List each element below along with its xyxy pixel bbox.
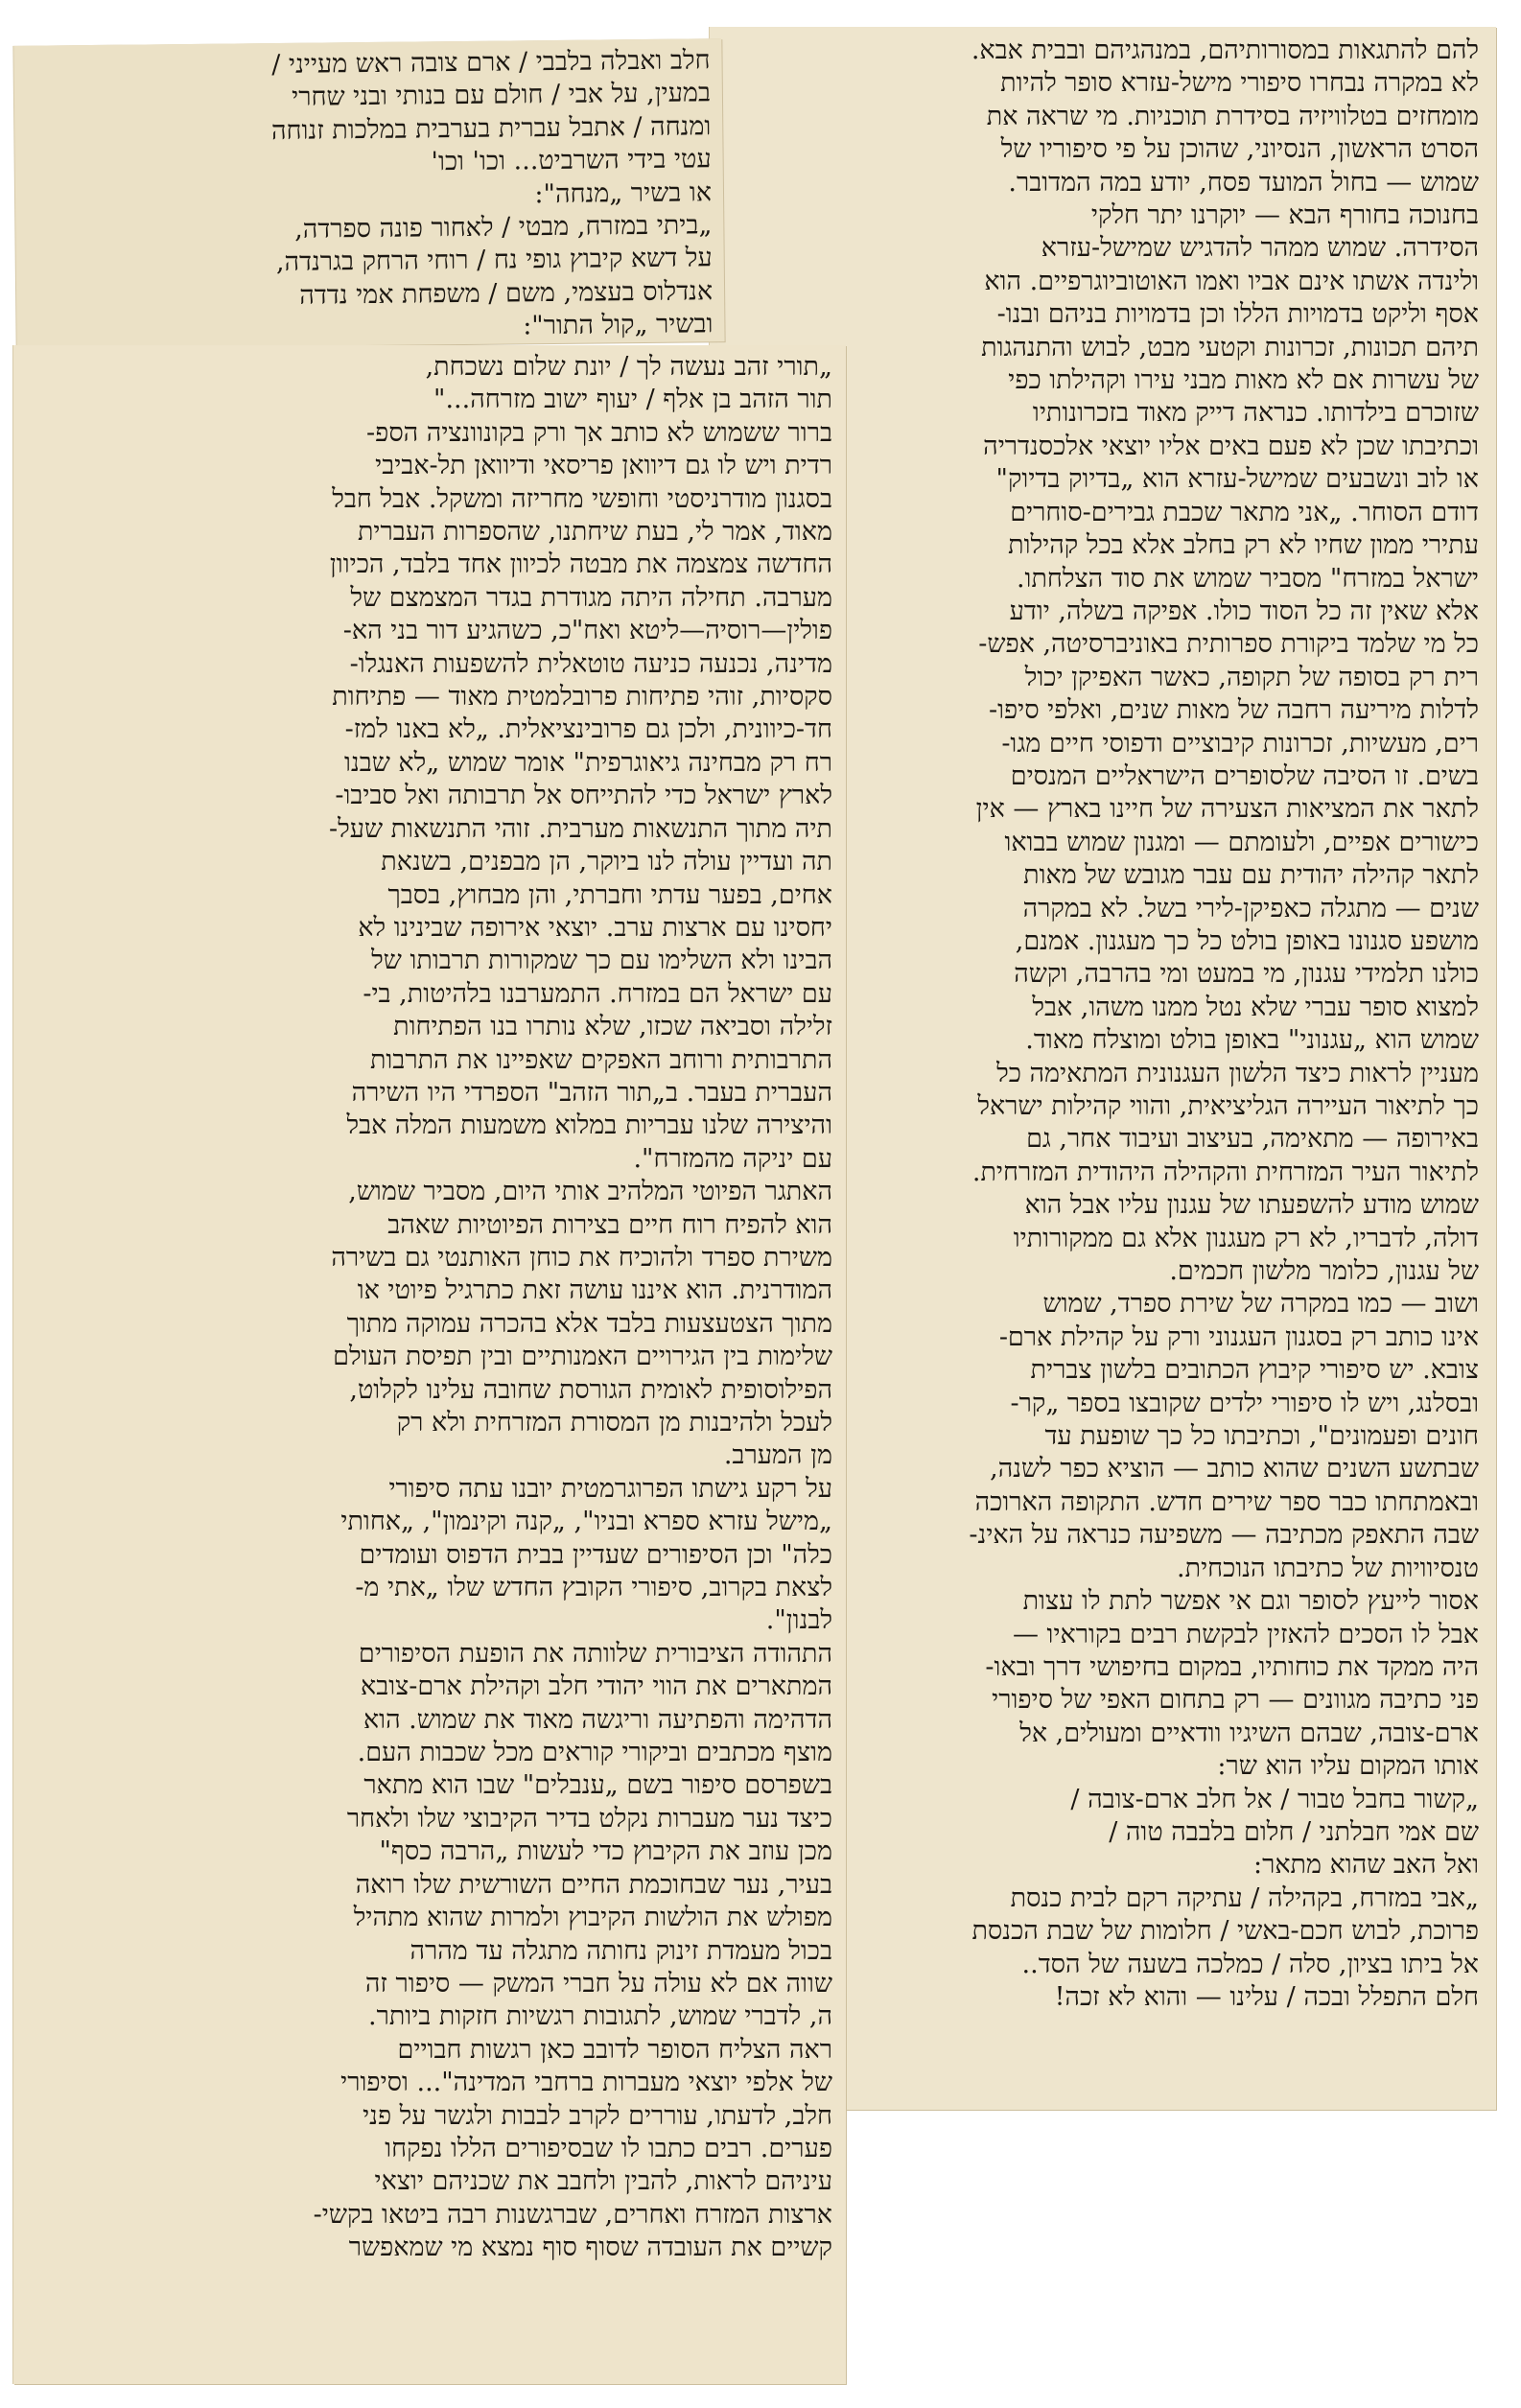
article-text-line: קשיים את העובדה שסוף סוף נמצא מי שמאפשר	[348, 2233, 832, 2263]
article-text-line: ולינדה אשתו אינם אביו ואמו האוטוביוגרפיים. הוא	[984, 266, 1479, 296]
article-text-line: „אבי במזרח, בקהילה / עתיקה רקם לבית כנסת	[1010, 1882, 1479, 1913]
article-text-line: הסרט הראשון, הנסיוני, שהוכן על פי סיפוריו של	[1000, 134, 1479, 165]
article-text-line: של עשרות אם לא מאות מבני עירו וקהילתו כפי	[1008, 365, 1479, 396]
article-text-line: שנים — מתגלה כאפיקן-לירי בשל. לא במקרה	[1022, 893, 1479, 923]
article-text-line: דולה, לדבריו, לא רק מעגנון אלא גם ממקורותיו	[1013, 1223, 1479, 1253]
article-text-line: החדשה צמצמה את מבטה לכיוון אחד בלבד, הכיוון	[329, 549, 832, 580]
article-text-line: לתיאור העיר המזרחית והקהילה היהודית המזרחית.	[971, 1157, 1479, 1187]
article-text-line: רח רק מבחינה גיאוגרפית" אומר שמוש „לא שבנו	[344, 747, 832, 778]
article-text-line: עם יניקה מהמזרח".	[633, 1143, 832, 1174]
article-text-line: שבתשע השנים שהוא כותב — הוציא כפר לשנה,	[990, 1454, 1479, 1485]
article-text-line: ראה הצליח הסופר לדובב כאן רגשות חבויים	[397, 2034, 832, 2065]
article-text-line: ובשיר „קול התור":	[523, 309, 714, 341]
article-text-line: היה ממקד את כוחותיו, במקום בחיפושי דרך ובאו-	[985, 1651, 1479, 1682]
article-text-line: תה ועדיין עולה לנו ביוקר, הן מבפנים, בשנאת	[381, 847, 832, 877]
article-text-line: ומנחה / אתבל עברית בערבית במלכות זנוחה	[270, 111, 712, 146]
article-text-line: פולין—רוסיה—ליטא ואח"כ, כשהגיע דור בני הא-	[342, 616, 832, 646]
article-text-line: אסף וליקט בדמויות הללו וכן בדמויות בניהם ובנו-	[996, 299, 1479, 330]
article-text-line: ישראל במזרח" מסביר שמוש את סוד הצלחתו.	[1016, 563, 1479, 594]
article-text-line: ה, לדברי שמוש, לתגובות רגשיות חזקות ביותר.	[368, 2001, 832, 2032]
article-text-line: כל מי שלמד ביקורת ספרותית באוניברסיטה, אפש-	[978, 629, 1479, 660]
article-text-line: ארם-צובה, שבהם השיגיו וודאיים ומעולים, אל	[1019, 1718, 1479, 1748]
article-text-line: בשפרסם סיפור בשם „ענבלים" שבו הוא מתאר	[363, 1770, 832, 1801]
article-text-line: אחים, בפער עדתי וחברתי, והן מבחוץ, בסבך	[387, 879, 832, 910]
article-text-line: להם להתגאות במסורותיהם, במנהגיהם ובבית אבא.	[971, 35, 1479, 65]
article-text-line: עתירי ממון שחיו לא רק בחלב אלא בכל קהילות	[1008, 530, 1479, 561]
article-text-line: לתאר את המציאות הצעירה של חיינו בארץ — אין	[975, 794, 1479, 825]
article-text-line: מכן עוזב את הקיבוץ כדי לעשות „הרבה כסף"	[379, 1836, 832, 1867]
article-text-line: אלא שאין זה כל הסוד כולו. אפיקה בשלה, יודע	[1009, 596, 1479, 626]
article-text-line: הפילוסופית לאומית הגורסת שחובה עלינו לקלוט,	[349, 1374, 832, 1405]
article-text-line: האתגר הפיוטי המלהיב אותי היום, מסביר שמוש,	[348, 1177, 832, 1207]
article-text-line: הדהימה והפתיעה וריגשה מאוד את שמוש. הוא	[363, 1704, 832, 1735]
article-text-line: בשים. זו הסיבה שלסופרים הישראליים המנסים	[1010, 760, 1479, 791]
article-text-line: או בשיר „מנחה":	[534, 176, 713, 209]
article-text-line: של עגנון, כלומר מלשון חכמים.	[1169, 1256, 1479, 1287]
article-text-line: שמוש הוא „עגנוני" באופן בולט ומוצלח מאוד.	[1025, 1025, 1479, 1056]
bottom-left-article-column	[29, 351, 832, 2265]
article-text-line: „מישל עזרא ספרא ובניו", „קנה וקינמון", „אחותי	[340, 1507, 832, 1537]
article-text-line: על דשא קיבוץ גופי נח / רוחי הרחק בגרנדה,	[275, 243, 713, 278]
article-text-line: מדינה, נכנעה כניעה טוטאלית להשפעות האנגלו-	[349, 648, 832, 679]
article-text-line: ובסלנג, ויש לו סיפורי ילדים שקובצו בספר „קר-	[1010, 1388, 1479, 1418]
article-text-line: אותו המקום עליו הוא שר:	[1217, 1751, 1479, 1782]
article-text-line: „קשור בחבל טבור / אל חלב ארם-צובה /	[1070, 1784, 1479, 1814]
article-text-line: לא במקרה נבחרו סיפורי מישל-עזרא סופר להיות	[1000, 68, 1479, 99]
article-text-line: ברור ששמוש לא כותב אך ורק בקונוונציה הספ-	[366, 417, 832, 448]
article-text-line: כיצד נער מעברות נקלט בדיר הקיבוצי שלו ולאחר	[346, 1803, 832, 1834]
article-text-line: רים, מעשיות, זכרונות קיבוציים ודפוסי חיים מגו-	[1001, 728, 1479, 759]
article-text-line: באירופה — מתאימה, בעיצוב ועיבוד אחר, גם	[1026, 1124, 1479, 1155]
article-text-line: שלימות בין הגירויים האמנותיים ובין תפיסת העולם	[333, 1342, 832, 1372]
article-text-line: אבל לו הסכים להאזין לבקשת רבים בקוראיו —	[1012, 1619, 1479, 1649]
article-text-line: תיה מתוך התנשאות מערבית. זוהי התנשאות שעל-	[328, 813, 832, 844]
article-text-line: עטי בידי השרביט... וכו' וכו'	[431, 144, 712, 177]
article-text-line: אנדלוס בעצמי, משם / משפחת אמי נדדה	[299, 276, 714, 311]
article-text-line: המודרנית. הוא איננו עושה זאת כתרגיל פיוטי או	[357, 1275, 832, 1306]
article-text-line: פרוכת, לבוש חכם-באשי / חלומות של שבת הכנסת	[971, 1916, 1479, 1947]
article-text-line: חלב, לדעתו, עוררים לקרב לבבות ולגשר על פני	[363, 2100, 832, 2131]
article-text-line: עיניהם לראות, להבין ולחבב את שכניהם יוצאי	[374, 2166, 832, 2197]
article-text-line: של אלפי יוצאי מעברות ברחבי המדינה"... וסיפורי	[340, 2068, 832, 2098]
article-text-line: למצוא סופר עברי שלא נטל ממנו משהו, אבל	[1032, 992, 1479, 1022]
article-text-line: שמוש מודע להשפעתו של עגנון עליו אבל הוא	[1024, 1190, 1479, 1221]
article-text-line: רית רק בסופה של תקופה, כאשר האפיקן יכול	[1024, 662, 1479, 692]
article-text-line: התרבותית ורוחב האפקים שאפיינו את התרבות	[369, 1044, 832, 1075]
article-text-line: הוא להפיח רוח חיים בצירות הפיוטיות שאהב	[387, 1209, 832, 1240]
article-text-line: חונים ופעמונים", וכתיבתו כל כך שופעת עד	[1044, 1421, 1479, 1452]
article-text-line: ובאמתחתו כבר ספר שירים חדש. התקופה הארוכה	[974, 1486, 1479, 1517]
article-text-line: סקסיות, זוהי פתיחות פרובלמטית מאוד — פתיחות	[332, 682, 832, 713]
article-text-line: לצאת בקרוב, סיפורי הקובץ החדש שלו „אתי מ-	[355, 1573, 832, 1603]
article-text-line: לעכל ולהיבנות מן המסורת המזרחית ולא רק	[396, 1408, 832, 1438]
article-text-line: מושפע סגנונו באופן בולט כל כך מעגנון. אמנם,	[1015, 925, 1479, 956]
article-text-line: הסידרה. שמוש ממהר להדגיש שמישל-עזרא	[1041, 233, 1479, 264]
article-text-line: רדית ויש לו גם דיוואן פריסאי ודיוואן תל-אביבי	[375, 451, 832, 481]
article-text-line: אינו כותב רק בסגנון העגנוני ורק על קהילת ארם-	[998, 1321, 1479, 1352]
article-text-line: בסגנון מודרניסטי וחופשי מחריזה ומשקל. אבל חבל	[332, 483, 832, 514]
article-text-line: המתארים את הווי יהודי חלב וקהילת ארם-צובא	[361, 1672, 832, 1702]
article-text-line: והיצירה שלנו עבריות במלוא משמעות המלה אבל	[346, 1110, 832, 1141]
article-text-line: שמוש — בחול המועד פסח, יודע במה המדובר.	[1008, 167, 1479, 198]
article-text-line: שזוכרם בילדותו. כנראה דייק מאוד בזכרונותיו	[1032, 398, 1479, 429]
article-text-line: מאוד, אמר לי, בעת שיחתנו, שהספרות העברית	[357, 517, 832, 548]
article-text-line: לדלות מיריעה רחבה של מאות שנים, ואלפי סיפו-	[988, 695, 1479, 726]
article-text-line: שבה התאפק מכתיבה — משפיעה כנראה על האינ-	[969, 1520, 1479, 1551]
article-text-line: במעין, על אבי / חולם עם בנותי ובני שחרי	[292, 78, 712, 113]
article-text-line: תור הזהב בן אלף / יעוף ישוב מזרחה..."	[433, 385, 832, 415]
article-text-line: ואל האב שהוא מתאר:	[1252, 1850, 1479, 1881]
article-text-line: כישורים אפיים, ולעומתם — ומגנון שמוש בבואו	[1004, 827, 1479, 857]
top-left-clipping-piece	[13, 38, 724, 349]
article-text-line: פערים. רבים כתבו לו שבסיפורים הללו נפקחו	[385, 2133, 832, 2163]
article-text-line: וכתיבתו שכן לא פעם באים אליו יוצאי אלכסנדריה	[983, 431, 1479, 461]
article-text-line: תיהם תכונות, זכרונות וקטעי מבט, לבוש והתנהגות	[981, 332, 1479, 362]
article-text-line: העברית בעבר. ב„תור הזהב" הספרדי היו השירה	[351, 1077, 832, 1108]
article-text-line: זלילה וסביאה שכזו, שלא נותרו בנו הפתיחות	[393, 1012, 832, 1042]
article-text-line: צובא. יש סיפורי קיבוץ הכתובים בלשון צברית	[1030, 1355, 1479, 1386]
article-text-line: דודם הסוחר. „אני מתאר שכבת גבירים-סוחרים	[1010, 497, 1479, 527]
article-text-line: מומחזים בטלוויזיה בסידרת תוכניות. מי שראה את	[986, 101, 1479, 131]
bottom-left-clipping-piece	[13, 345, 846, 2384]
article-text-line: מתוך הצטעצעות בלבד אלא בהכרה עמוקה מתוך	[346, 1308, 832, 1339]
article-text-line: חלב ואבלה בלבבי / ארם צובה ראש מעייני /	[271, 45, 711, 81]
article-text-line: יחסינו עם ארצות ערב. יוצאי אירופה שבינינו לא	[358, 912, 832, 943]
article-text-line: על רקע גישתו הפרוגרמטית יובנו עתה סיפורי	[388, 1473, 832, 1504]
article-text-line: מערבה. תחילה היתה מגודרת בגדר המצמצם של	[350, 582, 832, 613]
article-text-line: או לוב ונשבעים שמישל-עזרא הוא „בדיוק בדיוק"	[995, 464, 1479, 495]
top-left-article-column	[27, 44, 713, 348]
article-text-line: לבנון".	[765, 1605, 832, 1636]
article-text-line: טנסיוויות של כתיבתו הנוכחית.	[1177, 1553, 1479, 1583]
article-text-line: לתאר קהילה יהודית עם עבר מגובש של מאות	[1023, 860, 1479, 891]
article-text-line: אל ביתו בציון, סלה / כמלכה בשעה של הסד..	[1021, 1949, 1479, 1979]
article-text-line: בעיר, נער שבחוכמת החיים השורשית שלו רואה	[355, 1869, 832, 1900]
article-text-line: שם אמי חבלתני / חלום בלבבה טוה /	[1109, 1816, 1479, 1847]
article-text-line: הבינו ולא השלימו עם כך שמקורות תרבותו של	[371, 946, 832, 976]
article-text-line: כך לתיאור העיירה הגליציאית, והווי קהילות ישראל	[977, 1091, 1479, 1121]
article-text-line: כלה" וכן הסיפורים שעדיין בבית הדפוס ועומדים	[359, 1539, 832, 1570]
article-text-line: בכול מעמדת זינוק נחותה מתגלה עד מהרה	[410, 1935, 832, 1966]
article-text-line: פני כתיבה מגוונים — רק בתחום האפי של סיפורי	[992, 1685, 1479, 1716]
article-text-line: מעניין לראות כיצד הלשון העגנונית המתאימה כל	[996, 1058, 1479, 1088]
article-text-line: „תורי זהב נעשה לך / יונת שלום נשכחת,	[425, 352, 832, 382]
article-text-line: ושוב — כמו במקרה של שירת ספרד, שמוש	[1042, 1289, 1479, 1320]
article-text-line: התהודה הציבורית שלוותה את הופעת הסיפורים	[358, 1638, 832, 1669]
article-text-line: מפולש את הולשות הקיבוץ ולמרות שהוא מתהיל	[353, 1903, 832, 1933]
article-text-line: בחנוכה בחורף הבא — יוקרנו יתר חלקי	[1090, 200, 1479, 231]
article-text-line: משירת ספרד ולהוכיח את כוחן האותנטי גם בשירה	[331, 1242, 832, 1273]
article-text-line: מן המערב.	[723, 1440, 832, 1471]
article-text-line: עם ישראל הם במזרח. התמערבנו בלהיטות, בי-	[363, 978, 832, 1009]
article-text-line: חלם התפלל ובכה / עלינו — והוא לא זכה!	[1054, 1981, 1479, 2012]
article-text-line: מוצף מכתבים וביקורי קוראים מכל שכבות העם.	[357, 1738, 832, 1768]
article-text-line: שווה אם לא עולה על חברי המשק — סיפור זה	[364, 1968, 832, 1999]
article-text-line: חד-כיוונית, ולכן גם פרובינציאלית. „לא באנו למז-	[344, 714, 832, 745]
article-text-line: לארץ ישראל כדי להתייחס אל תרבותה ואל סביבו-	[335, 781, 832, 811]
article-text-line: ארצות המזרח ואחרים, שברגשנות רבה ביטאו בקשי-	[313, 2199, 832, 2230]
article-text-line: כולנו תלמידי עגנון, מי במעט ומי בהרבה, וקשה	[1014, 959, 1479, 990]
article-text-line: „ביתי במזרח, מבטי / לאחור פונה ספרדה,	[294, 210, 713, 245]
article-text-line: אסור לייעץ לסופר וגם אי אפשר לתת לו עצות	[1022, 1586, 1479, 1617]
